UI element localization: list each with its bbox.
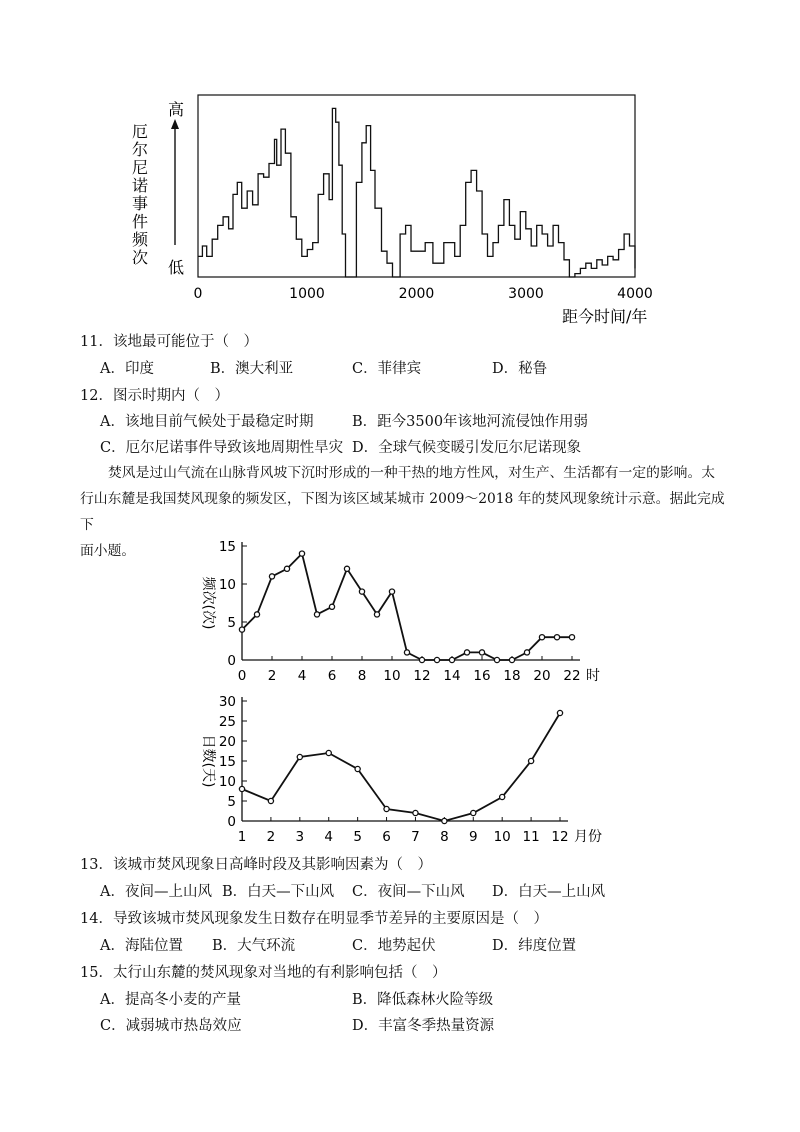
monthly-x-tick-label: 12 bbox=[551, 829, 569, 845]
q11-option-b[interactable]: B．澳大利亚 bbox=[210, 361, 294, 377]
hourly-data-point bbox=[539, 635, 544, 640]
monthly-data-point bbox=[268, 798, 273, 803]
q12-option-a[interactable]: A．该地目前气候处于最稳定时期 bbox=[100, 414, 314, 430]
hourly-x-tick-label: 20 bbox=[533, 668, 551, 684]
monthly-y-tick-label: 30 bbox=[218, 694, 236, 710]
hourly-x-tick-label: 10 bbox=[383, 668, 401, 684]
monthly-x-tick-label: 3 bbox=[295, 829, 305, 845]
y-axis-title-char: 厄 bbox=[131, 122, 149, 141]
x-tick-0: 0 bbox=[193, 286, 203, 302]
y-axis-title-char: 频 bbox=[131, 230, 149, 249]
y-axis-high-label: 高 bbox=[168, 100, 185, 119]
monthly-y-tick-label: 0 bbox=[227, 814, 236, 830]
hourly-x-tick-label: 18 bbox=[503, 668, 521, 684]
monthly-x-tick-label: 11 bbox=[522, 829, 540, 845]
hourly-data-point bbox=[524, 650, 529, 655]
y-axis-low-label: 低 bbox=[168, 258, 185, 277]
elnino-chart bbox=[120, 85, 680, 330]
hourly-y-tick-label: 0 bbox=[227, 653, 236, 669]
monthly-data-point bbox=[500, 794, 505, 799]
y-axis-title-char: 尼 bbox=[131, 158, 149, 177]
monthly-x-tick-label: 5 bbox=[353, 829, 362, 845]
hourly-data-point bbox=[344, 566, 349, 571]
monthly-data-point bbox=[471, 810, 476, 815]
y-axis-title bbox=[132, 122, 149, 267]
hourly-data-point bbox=[314, 612, 319, 617]
hourly-data-point bbox=[419, 657, 424, 662]
hourly-data-point bbox=[389, 589, 394, 594]
elnino-frequency-series bbox=[198, 108, 635, 277]
hourly-data-point bbox=[239, 627, 244, 632]
hourly-x-tick-label: 4 bbox=[297, 668, 307, 684]
hourly-data-point bbox=[464, 650, 469, 655]
hourly-x-tick-label: 22 bbox=[563, 668, 581, 684]
hourly-data-point bbox=[284, 566, 289, 571]
q14-option-d[interactable]: D．纬度位置 bbox=[492, 938, 577, 954]
x-tick-2000: 2000 bbox=[398, 286, 435, 302]
elnino-chart-svg bbox=[120, 85, 680, 330]
monthly-y-tick-label: 10 bbox=[218, 774, 236, 790]
y-axis-title-char: 尔 bbox=[131, 140, 149, 159]
monthly-data-point bbox=[384, 806, 389, 811]
y-axis-title-char: 件 bbox=[131, 212, 149, 231]
monthly-days-svg bbox=[180, 690, 620, 855]
y-axis-title-char: 次 bbox=[131, 248, 149, 267]
q15-option-c[interactable]: C．减弱城市热岛效应 bbox=[100, 1018, 242, 1034]
monthly-data-point bbox=[239, 786, 244, 791]
hourly-y-tick-label: 10 bbox=[218, 577, 236, 593]
q14-option-b[interactable]: B．大气环流 bbox=[212, 938, 296, 954]
hourly-data-point bbox=[449, 657, 454, 662]
monthly-data-point bbox=[442, 818, 447, 823]
monthly-days-chart bbox=[180, 690, 620, 855]
hourly-x-tick-label: 14 bbox=[443, 668, 461, 684]
hourly-series-line bbox=[242, 554, 572, 660]
monthly-y-tick-label: 5 bbox=[227, 794, 236, 810]
q11-option-c[interactable]: C．菲律宾 bbox=[352, 361, 422, 377]
hourly-data-point bbox=[479, 650, 484, 655]
monthly-x-tick-label: 8 bbox=[440, 829, 449, 845]
q11-option-d[interactable]: D．秘鲁 bbox=[492, 361, 548, 377]
hourly-x-tick-label: 6 bbox=[327, 668, 337, 684]
hourly-data-point bbox=[569, 635, 574, 640]
monthly-y-tick-label: 15 bbox=[218, 754, 236, 770]
monthly-y-axis-title: 日数(天) bbox=[200, 734, 216, 788]
q12-option-c[interactable]: C．厄尔尼诺事件导致该地周期性旱灾 bbox=[100, 440, 344, 456]
passage-line-1: 焚风是过山气流在山脉背风坡下沉时形成的一种干热的地方性风，对生产、生活都有一定的影响。太 bbox=[108, 465, 716, 481]
q14-stem: 14．导致该城市焚风现象发生日数存在明显季节差异的主要原因是（ ） bbox=[80, 911, 548, 927]
x-tick-4000: 4000 bbox=[617, 286, 653, 302]
hourly-x-tick-label: 8 bbox=[357, 668, 367, 684]
monthly-y-tick-label: 20 bbox=[218, 734, 236, 750]
x-axis-title: 距今时间/年 bbox=[562, 307, 648, 326]
monthly-x-tick-label: 7 bbox=[411, 829, 420, 845]
monthly-x-tick-label: 4 bbox=[324, 829, 334, 845]
monthly-data-point bbox=[297, 754, 302, 759]
q12-option-d[interactable]: D．全球气候变暖引发厄尔尼诺现象 bbox=[352, 440, 582, 456]
plot-frame bbox=[198, 95, 635, 277]
monthly-y-tick-label: 25 bbox=[218, 714, 236, 730]
q14-option-c[interactable]: C．地势起伏 bbox=[352, 938, 436, 954]
hourly-data-point bbox=[269, 574, 274, 579]
hourly-frequency-svg bbox=[180, 535, 620, 690]
passage-line-3: 面小题。 bbox=[80, 543, 136, 559]
hourly-x-tick-label: 2 bbox=[267, 668, 277, 684]
monthly-data-point bbox=[528, 758, 533, 763]
monthly-x-tick-label: 2 bbox=[266, 829, 276, 845]
q13-option-d[interactable]: D．白天—上山风 bbox=[492, 884, 606, 900]
hourly-x-axis-title: 时 bbox=[586, 668, 600, 684]
q15-stem: 15．太行山东麓的焚风现象对当地的有利影响包括（ ） bbox=[80, 965, 447, 981]
q13-stem: 13．该城市焚风现象日高峰时段及其影响因素为（ ） bbox=[80, 857, 432, 873]
hourly-y-tick-label: 15 bbox=[218, 539, 236, 555]
x-tick-1000: 1000 bbox=[289, 286, 325, 302]
hourly-data-point bbox=[494, 657, 499, 662]
hourly-x-tick-label: 12 bbox=[413, 668, 431, 684]
hourly-y-tick-label: 5 bbox=[227, 615, 236, 631]
hourly-data-point bbox=[434, 657, 439, 662]
monthly-data-point bbox=[326, 750, 331, 755]
q11-option-a[interactable]: A．印度 bbox=[100, 361, 154, 377]
q11-stem: 11．该地最可能位于（ ） bbox=[80, 334, 258, 350]
hourly-data-point bbox=[359, 589, 364, 594]
hourly-data-point bbox=[329, 604, 334, 609]
monthly-data-point bbox=[413, 810, 418, 815]
monthly-data-point bbox=[355, 766, 360, 771]
y-axis-title-char: 事 bbox=[131, 194, 149, 213]
q12-stem: 12．图示时期内（ ） bbox=[80, 388, 229, 404]
arrow-up-icon bbox=[171, 119, 179, 129]
hourly-data-point bbox=[299, 551, 304, 556]
hourly-frequency-chart bbox=[180, 535, 620, 690]
monthly-x-tick-label: 9 bbox=[468, 829, 478, 845]
monthly-x-tick-label: 10 bbox=[493, 829, 511, 845]
q13-option-c[interactable]: C．夜间—下山风 bbox=[352, 884, 465, 900]
monthly-series-line bbox=[242, 713, 560, 821]
q15-option-b[interactable]: B．降低森林火险等级 bbox=[352, 992, 494, 1008]
x-tick-3000: 3000 bbox=[508, 286, 544, 302]
monthly-x-tick-label: 1 bbox=[237, 829, 247, 845]
hourly-data-point bbox=[509, 657, 514, 662]
q12-option-b[interactable]: B．距今3500年该地河流侵蚀作用弱 bbox=[352, 414, 589, 430]
monthly-x-tick-label: 6 bbox=[382, 829, 391, 845]
hourly-data-point bbox=[554, 635, 559, 640]
hourly-x-tick-label: 0 bbox=[237, 668, 247, 684]
hourly-data-point bbox=[374, 612, 379, 617]
q14-option-a[interactable]: A．海陆位置 bbox=[100, 938, 183, 954]
monthly-x-axis-title: 月份 bbox=[574, 829, 602, 845]
y-axis-title-char: 诺 bbox=[131, 176, 149, 195]
hourly-x-tick-label: 16 bbox=[473, 668, 491, 684]
hourly-data-point bbox=[254, 612, 259, 617]
q15-option-d[interactable]: D．丰富冬季热量资源 bbox=[352, 1018, 495, 1034]
hourly-data-point bbox=[404, 650, 409, 655]
hourly-y-axis-title: 频次(次) bbox=[200, 576, 216, 630]
q13-option-b[interactable]: B．白天—下山风 bbox=[222, 884, 335, 900]
q13-option-a[interactable]: A．夜间—上山风 bbox=[100, 884, 212, 900]
q15-option-a[interactable]: A．提高冬小麦的产量 bbox=[100, 992, 241, 1008]
monthly-data-point bbox=[557, 710, 562, 715]
passage-line-2: 行山东麓是我国焚风现象的频发区，下图为该区域某城市 2009～2018 年的焚风现象统计示意。据此完成下 bbox=[80, 491, 725, 533]
